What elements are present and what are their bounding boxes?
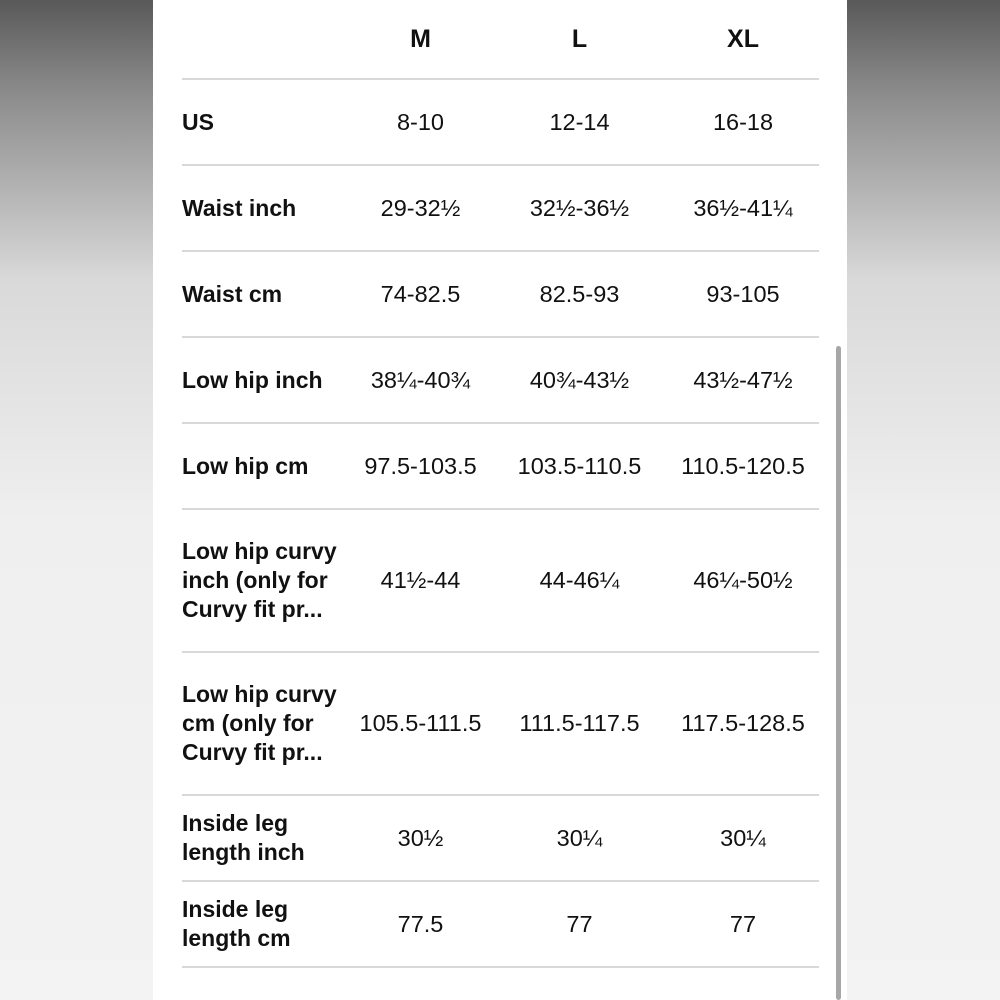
header-size-m: M bbox=[349, 0, 492, 79]
cell-l: 32½-36½ bbox=[492, 165, 667, 251]
table-row-inside-leg-inch bbox=[182, 795, 819, 881]
row-label: Low hip cm bbox=[182, 423, 349, 509]
cell-l: 40¾-43½ bbox=[492, 337, 667, 423]
table-row-waist-cm bbox=[182, 251, 819, 337]
cell-xl: 30¼ bbox=[667, 795, 819, 881]
table-row-low-hip-curvy-cm bbox=[182, 652, 819, 795]
table-row-waist-inch bbox=[182, 165, 819, 251]
cell-l: 82.5-93 bbox=[492, 251, 667, 337]
row-label: Low hip curvy inch (only for Curvy fit pr... bbox=[182, 509, 349, 652]
cell-m: 105.5-111.5 bbox=[349, 652, 492, 795]
row-label: Inside leg length cm bbox=[182, 881, 349, 967]
table-row-low-hip-inch bbox=[182, 337, 819, 423]
table-row-low-hip-cm bbox=[182, 423, 819, 509]
cell-xl: 43½-47½ bbox=[667, 337, 819, 423]
cell-l: 30¼ bbox=[492, 795, 667, 881]
size-table bbox=[182, 0, 819, 968]
header-row bbox=[182, 0, 819, 79]
cell-xl: 36½-41¼ bbox=[667, 165, 819, 251]
cell-xl: 77 bbox=[667, 881, 819, 967]
cell-m: 97.5-103.5 bbox=[349, 423, 492, 509]
table-row-us bbox=[182, 79, 819, 165]
cell-l: 44-46¼ bbox=[492, 509, 667, 652]
cell-l: 103.5-110.5 bbox=[492, 423, 667, 509]
vertical-scrollbar[interactable] bbox=[836, 346, 841, 1000]
cell-xl: 16-18 bbox=[667, 79, 819, 165]
row-label: Waist cm bbox=[182, 251, 349, 337]
size-chart-panel[interactable] bbox=[153, 0, 847, 1000]
header-size-xl: XL bbox=[667, 0, 819, 79]
row-label: Low hip inch bbox=[182, 337, 349, 423]
cell-m: 77.5 bbox=[349, 881, 492, 967]
table-row-low-hip-curvy-inch bbox=[182, 509, 819, 652]
cell-l: 111.5-117.5 bbox=[492, 652, 667, 795]
cell-xl: 46¼-50½ bbox=[667, 509, 819, 652]
row-label: US bbox=[182, 79, 349, 165]
cell-m: 30½ bbox=[349, 795, 492, 881]
cell-xl: 93-105 bbox=[667, 251, 819, 337]
row-label: Inside leg length inch bbox=[182, 795, 349, 881]
cell-m: 29-32½ bbox=[349, 165, 492, 251]
cell-xl: 117.5-128.5 bbox=[667, 652, 819, 795]
cell-l: 12-14 bbox=[492, 79, 667, 165]
header-size-l: L bbox=[492, 0, 667, 79]
cell-xl: 110.5-120.5 bbox=[667, 423, 819, 509]
row-label: Low hip curvy cm (only for Curvy fit pr... bbox=[182, 652, 349, 795]
cell-m: 41½-44 bbox=[349, 509, 492, 652]
cell-l: 77 bbox=[492, 881, 667, 967]
cell-m: 8-10 bbox=[349, 79, 492, 165]
cell-m: 74-82.5 bbox=[349, 251, 492, 337]
header-empty bbox=[182, 0, 349, 79]
table-row-inside-leg-cm bbox=[182, 881, 819, 967]
cell-m: 38¼-40¾ bbox=[349, 337, 492, 423]
row-label: Waist inch bbox=[182, 165, 349, 251]
